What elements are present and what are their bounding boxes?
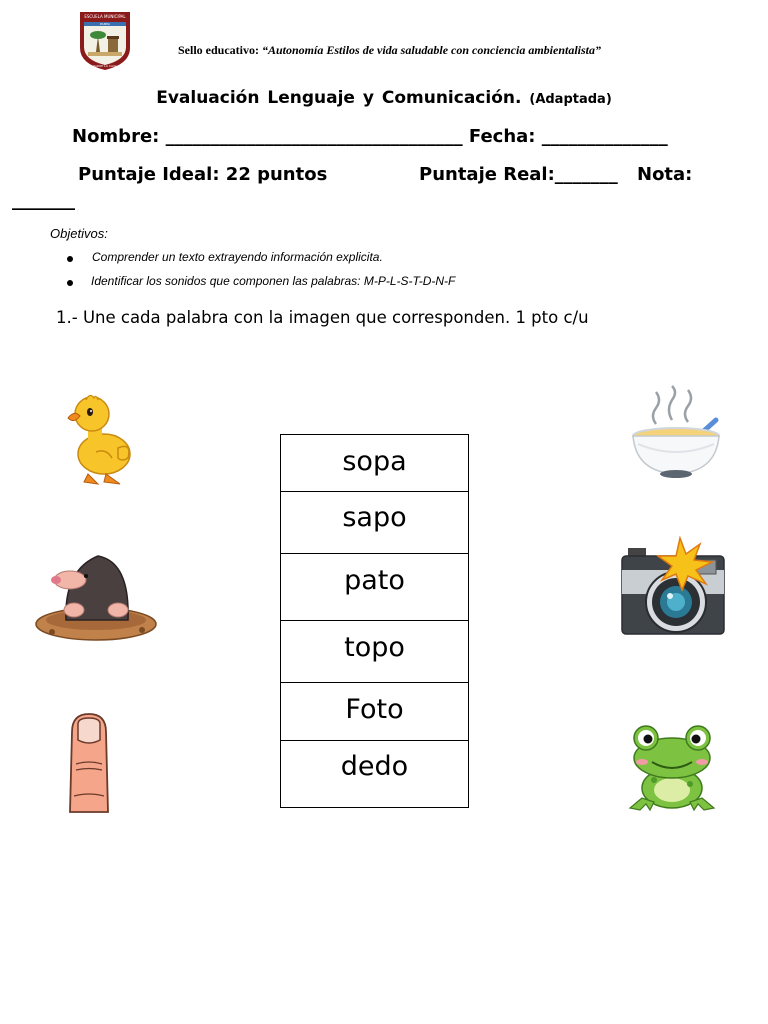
word-cell[interactable] (281, 683, 468, 741)
page-title (0, 88, 768, 108)
word-dedo: dedo (340, 751, 409, 782)
bullet-dot (67, 256, 73, 262)
word-cell[interactable] (281, 741, 468, 807)
word-topo: topo (344, 632, 405, 663)
finger-icon[interactable] (66, 712, 112, 816)
nota-line[interactable]: _______ (12, 190, 75, 211)
nota-label: Nota: (637, 164, 693, 185)
seal-mid-text: PAMPA (100, 22, 110, 26)
duck-icon[interactable] (62, 392, 132, 488)
word-sopa: sopa (342, 446, 407, 477)
word-cell[interactable] (281, 435, 468, 492)
word-cell[interactable] (281, 621, 468, 683)
word-sapo: sapo (342, 502, 407, 533)
word-foto: Foto (345, 694, 404, 725)
question-1: 1.- Une cada palabra con la imagen que corresponden. 1 pto c/u (56, 308, 589, 327)
word-cell[interactable] (281, 554, 468, 621)
nombre-fecha-line[interactable]: Nombre: _________________________________ Fecha: ______________ (72, 126, 668, 147)
objetivo-item-1: Comprender un texto extrayendo información explicita. (92, 250, 383, 264)
mole-icon[interactable] (34, 550, 160, 642)
title-sub: (Adaptada) (529, 92, 612, 107)
puntaje-real[interactable]: Puntaje Real:_______ (419, 164, 618, 185)
sello-quote: “Autonomía Estilos de vida saludable con conciencia ambientalista” (262, 43, 602, 57)
seal-top-text: ESCUELA MUNICIPAL (84, 14, 126, 19)
bullet-dot (67, 280, 73, 286)
word-pato: pato (344, 565, 405, 596)
word-cell[interactable] (281, 492, 468, 554)
objetivos-heading: Objetivos: (50, 226, 108, 241)
camera-icon[interactable] (620, 536, 726, 638)
puntaje-ideal: Puntaje Ideal: 22 puntos (78, 164, 328, 185)
sello-label: Sello educativo: (178, 43, 259, 57)
school-seal-icon (78, 10, 132, 72)
objetivo-item-2: Identificar los sonidos que componen las palabras: M-P-L-S-T-D-N-F (91, 274, 456, 288)
sello-educativo (178, 43, 601, 58)
title-main: Evaluación Lenguaje y Comunicación. (156, 88, 522, 108)
soup-bowl-icon[interactable] (630, 384, 722, 480)
word-table (280, 434, 469, 808)
frog-icon[interactable] (624, 724, 720, 812)
seal-bottom-text: PADRE LA CAVA (93, 64, 117, 68)
